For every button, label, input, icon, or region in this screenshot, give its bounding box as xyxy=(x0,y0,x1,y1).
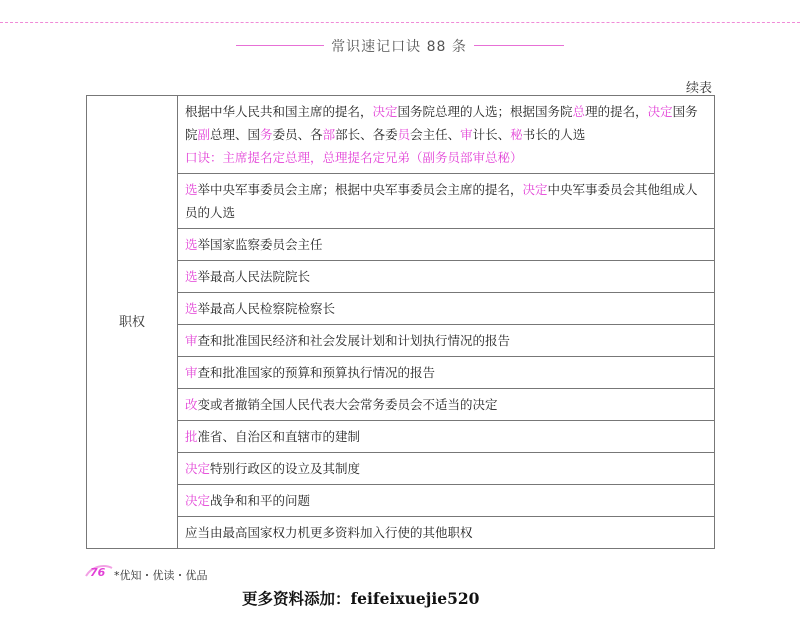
table-row xyxy=(87,261,715,293)
item-text: 应当由最高国家权力机更多资料加入行使的其他职权 xyxy=(185,525,473,540)
highlight-keyword: 选 xyxy=(185,269,198,284)
power-item xyxy=(178,96,715,174)
item-text: 战争和和平的问题 xyxy=(210,493,311,508)
highlight-keyword: 员 xyxy=(397,127,411,142)
item-text: 中央军事委员会其他组成人员的人选 xyxy=(185,182,698,220)
power-item xyxy=(178,261,715,293)
table-row xyxy=(87,389,715,421)
page-header-title: 常识速记口诀 88 条 xyxy=(331,39,467,55)
highlight-keyword: 部 xyxy=(322,127,336,142)
header-rule-left xyxy=(236,45,324,46)
row-label: 职权 xyxy=(87,96,178,549)
table-row xyxy=(87,229,715,261)
table-row xyxy=(87,96,715,174)
highlight-keyword: 审 xyxy=(185,333,198,348)
power-item xyxy=(178,325,715,357)
highlight-keyword: 决定 xyxy=(372,104,398,119)
table-row xyxy=(87,453,715,485)
item-text: 部长、各委 xyxy=(335,127,398,142)
table-row xyxy=(87,325,715,357)
header-rule-right xyxy=(474,45,564,46)
item-text: 查和批准国民经济和社会发展计划和计划执行情况的报告 xyxy=(197,333,511,348)
highlight-keyword: 秘 xyxy=(510,127,523,142)
item-text: 查和批准国家的预算和预算执行情况的报告 xyxy=(197,365,436,380)
item-text: 委员、各 xyxy=(272,127,323,142)
table-row xyxy=(87,485,715,517)
item-text: 举最高人民检察院检察长 xyxy=(197,301,336,316)
power-item xyxy=(178,389,715,421)
power-item xyxy=(178,357,715,389)
item-text: 理的提名， xyxy=(585,104,648,119)
table-row xyxy=(87,517,715,549)
power-item xyxy=(178,229,715,261)
highlight-keyword: 批 xyxy=(185,429,198,444)
power-item xyxy=(178,517,715,549)
table-row xyxy=(87,174,715,229)
item-text: 根据中华人民共和国主席的提名， xyxy=(185,104,373,119)
top-dashed-border xyxy=(0,22,800,23)
highlight-keyword: 副 xyxy=(197,127,211,142)
highlight-keyword: 决定 xyxy=(185,493,211,508)
highlight-keyword: 决定 xyxy=(522,182,548,197)
power-item xyxy=(178,174,715,229)
table-row xyxy=(87,293,715,325)
highlight-keyword: 审 xyxy=(460,127,473,142)
highlight-keyword: 选 xyxy=(185,301,198,316)
highlight-keyword: 决定 xyxy=(185,461,211,476)
power-item xyxy=(178,453,715,485)
continued-label: 续表 xyxy=(686,81,713,96)
table-row xyxy=(87,421,715,453)
highlight-keyword: 决定 xyxy=(647,104,673,119)
highlight-keyword: 务 xyxy=(260,127,273,142)
item-text: 举中央军事委员会主席；根据中央军事委员会主席的提名， xyxy=(197,182,523,197)
table-row xyxy=(87,357,715,389)
power-item xyxy=(178,421,715,453)
highlight-keyword: 选 xyxy=(185,182,198,197)
mnemonic-note: 口诀：主席提名定总理，总理提名定兄弟（副务员部审总秘） xyxy=(185,150,523,165)
highlight-keyword: 总 xyxy=(572,104,586,119)
item-text: 国务院 xyxy=(185,104,698,142)
item-text: 书长的人选 xyxy=(522,127,586,142)
highlight-keyword: 改 xyxy=(185,397,198,412)
item-text: 特别行政区的设立及其制度 xyxy=(210,461,361,476)
item-text: 变或者撤销全国人民代表大会常务委员会不适当的决定 xyxy=(197,397,498,412)
item-text: 国务院总理的人选；根据国务院 xyxy=(397,104,573,119)
item-text: 准省、自治区和直辖市的建制 xyxy=(197,429,361,444)
footer-slogan: *优知・优读・优品 xyxy=(114,569,208,582)
item-text: 会主任、 xyxy=(410,127,461,142)
power-item xyxy=(178,485,715,517)
power-item xyxy=(178,293,715,325)
highlight-keyword: 选 xyxy=(185,237,198,252)
item-text: 计长、 xyxy=(472,127,511,142)
item-text: 总理、国 xyxy=(210,127,261,142)
footer-more-info: 更多资料添加：feifeixuejie520 xyxy=(242,589,480,608)
item-text: 举最高人民法院院长 xyxy=(197,269,311,284)
highlight-keyword: 审 xyxy=(185,365,198,380)
powers-table xyxy=(86,95,715,549)
item-text: 举国家监察委员会主任 xyxy=(197,237,323,252)
page-number: 76 xyxy=(90,566,106,579)
